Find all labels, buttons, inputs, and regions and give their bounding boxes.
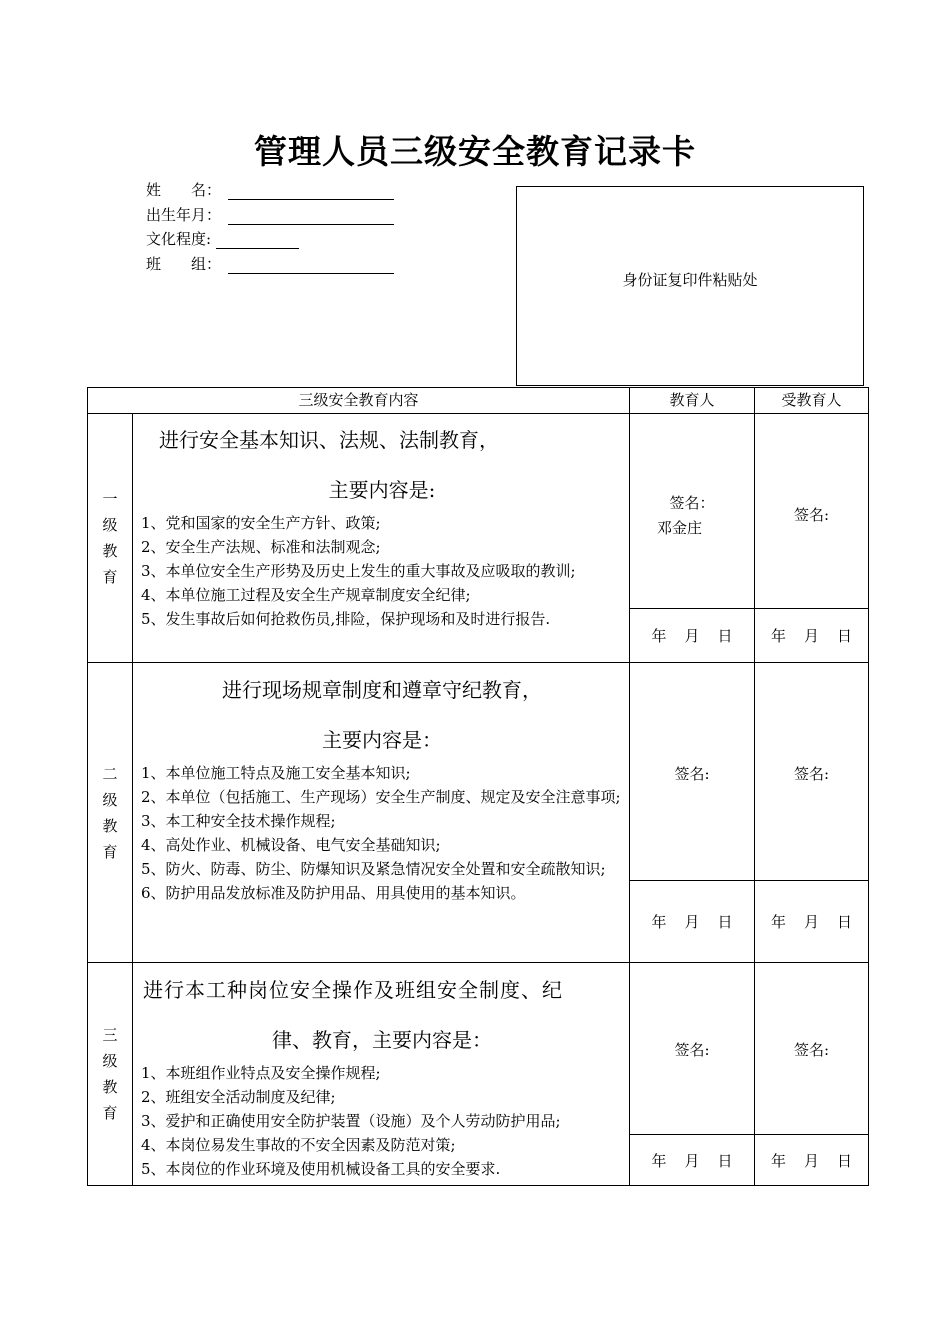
- level-3-educatee-sign: 签名:: [793, 1041, 830, 1059]
- level-3-educator-date: 年 月 日: [630, 1135, 755, 1186]
- level-3-educator-cell: [630, 963, 755, 1135]
- level-2-educator-date: 年 月 日: [630, 881, 755, 963]
- education-label: 文化程度:: [146, 230, 212, 248]
- list-item: 4、本单位施工过程及安全生产规章制度安全纪律;: [141, 586, 471, 604]
- level-2-content: [133, 663, 630, 963]
- level-2-heading-line2: 主要内容是：: [322, 728, 442, 752]
- list-item: 5、防火、防毒、防尘、防爆知识及紧急情况安全处置和安全疏散知识;: [141, 860, 606, 878]
- header-educatee: 受教育人: [755, 388, 869, 414]
- birth-blank: [228, 206, 394, 225]
- level-1-heading-line2: 主要内容是:: [328, 478, 436, 502]
- level-2-heading-line1: 进行现场规章制度和遵章守纪教育，: [222, 678, 542, 702]
- level-2-educatee-cell: [755, 663, 869, 881]
- list-item: 4、高处作业、机械设备、电气安全基础知识;: [141, 836, 441, 854]
- level-3-educatee-date: 年 月 日: [755, 1135, 869, 1186]
- education-blank: [216, 230, 299, 249]
- list-item: 2、安全生产法规、标准和法制观念;: [141, 538, 381, 556]
- list-item: 5、发生事故后如何抢救伤员,排险，保护现场和及时进行报告.: [141, 610, 551, 628]
- level-1-educator-date: 年 月 日: [630, 609, 755, 663]
- level-1-content: [133, 414, 630, 663]
- id-photo-box-text: 身份证复印件粘贴处: [622, 271, 758, 289]
- list-item: 2、本单位（包括施工、生产现场）安全生产制度、规定及安全注意事项;: [141, 788, 621, 806]
- level-2-educator-sign: 签名:: [674, 765, 710, 783]
- level-1-educator-sign: 签名：: [669, 494, 715, 512]
- level-3-label: 三 级 教 育: [88, 963, 133, 1186]
- level-1-educator-name: 邓金庄: [657, 519, 703, 537]
- level-3-heading-line1: 进行本工种岗位安全操作及班组安全制度、纪: [143, 978, 563, 1002]
- name-field: [146, 180, 394, 200]
- level-1-heading-line1: 进行安全基本知识、法规、法制教育，: [159, 428, 499, 452]
- level-3-row: [88, 963, 869, 1135]
- list-item: 1、本班组作业特点及安全操作规程;: [141, 1064, 381, 1082]
- level-2-educatee-sign: 签名:: [793, 765, 830, 783]
- level-2-label: 二 级 教 育: [88, 663, 133, 963]
- header-educator: 教育人: [630, 388, 755, 414]
- education-field: [146, 229, 299, 249]
- level-1-educatee-cell: [755, 414, 869, 609]
- page-title: 管理人员三级安全教育记录卡: [254, 132, 696, 171]
- list-item: 2、班组安全活动制度及纪律;: [141, 1088, 336, 1106]
- team-field: [146, 254, 394, 274]
- level-3-educator-sign: 签名:: [674, 1041, 710, 1059]
- level-1-row: [88, 414, 869, 609]
- table-header-row: [88, 388, 869, 414]
- id-photo-box: [516, 186, 864, 386]
- education-table: [87, 387, 869, 1186]
- level-1-educatee-sign: 签名:: [793, 506, 830, 524]
- list-item: 3、本工种安全技术操作规程;: [141, 812, 336, 830]
- level-3-educatee-cell: [755, 963, 869, 1135]
- birth-field: [146, 205, 394, 225]
- header-content: 三级安全教育内容: [88, 388, 630, 414]
- level-3-heading-line2: 律、教育，主要内容是：: [272, 1028, 492, 1052]
- list-item: 1、本单位施工特点及施工安全基本知识;: [141, 764, 411, 782]
- list-item: 6、防护用品发放标准及防护用品、用具使用的基本知识。: [141, 884, 526, 902]
- level-1-educator-cell: [630, 414, 755, 609]
- team-blank: [228, 255, 394, 274]
- list-item: 3、本单位安全生产形势及历史上发生的重大事故及应吸取的教训;: [141, 562, 576, 580]
- birth-label: 出生年月：: [146, 206, 222, 224]
- name-blank: [228, 181, 394, 200]
- list-item: 4、本岗位易发生事故的不安全因素及防范对策;: [141, 1136, 456, 1154]
- level-2-educatee-date: 年 月 日: [755, 881, 869, 963]
- level-1-educatee-date: 年 月 日: [755, 609, 869, 663]
- list-item: 1、党和国家的安全生产方针、政策;: [141, 514, 381, 532]
- name-label: 姓 名：: [146, 181, 222, 199]
- level-3-content: [133, 963, 630, 1186]
- level-2-educator-cell: [630, 663, 755, 881]
- list-item: 3、爱护和正确使用安全防护装置（设施）及个人劳动防护用品;: [141, 1112, 561, 1130]
- team-label: 班 组：: [146, 255, 222, 273]
- level-2-row: [88, 663, 869, 881]
- level-1-label: 一 级 教 育: [88, 414, 133, 663]
- list-item: 5、本岗位的作业环境及使用机械设备工具的安全要求.: [141, 1160, 501, 1178]
